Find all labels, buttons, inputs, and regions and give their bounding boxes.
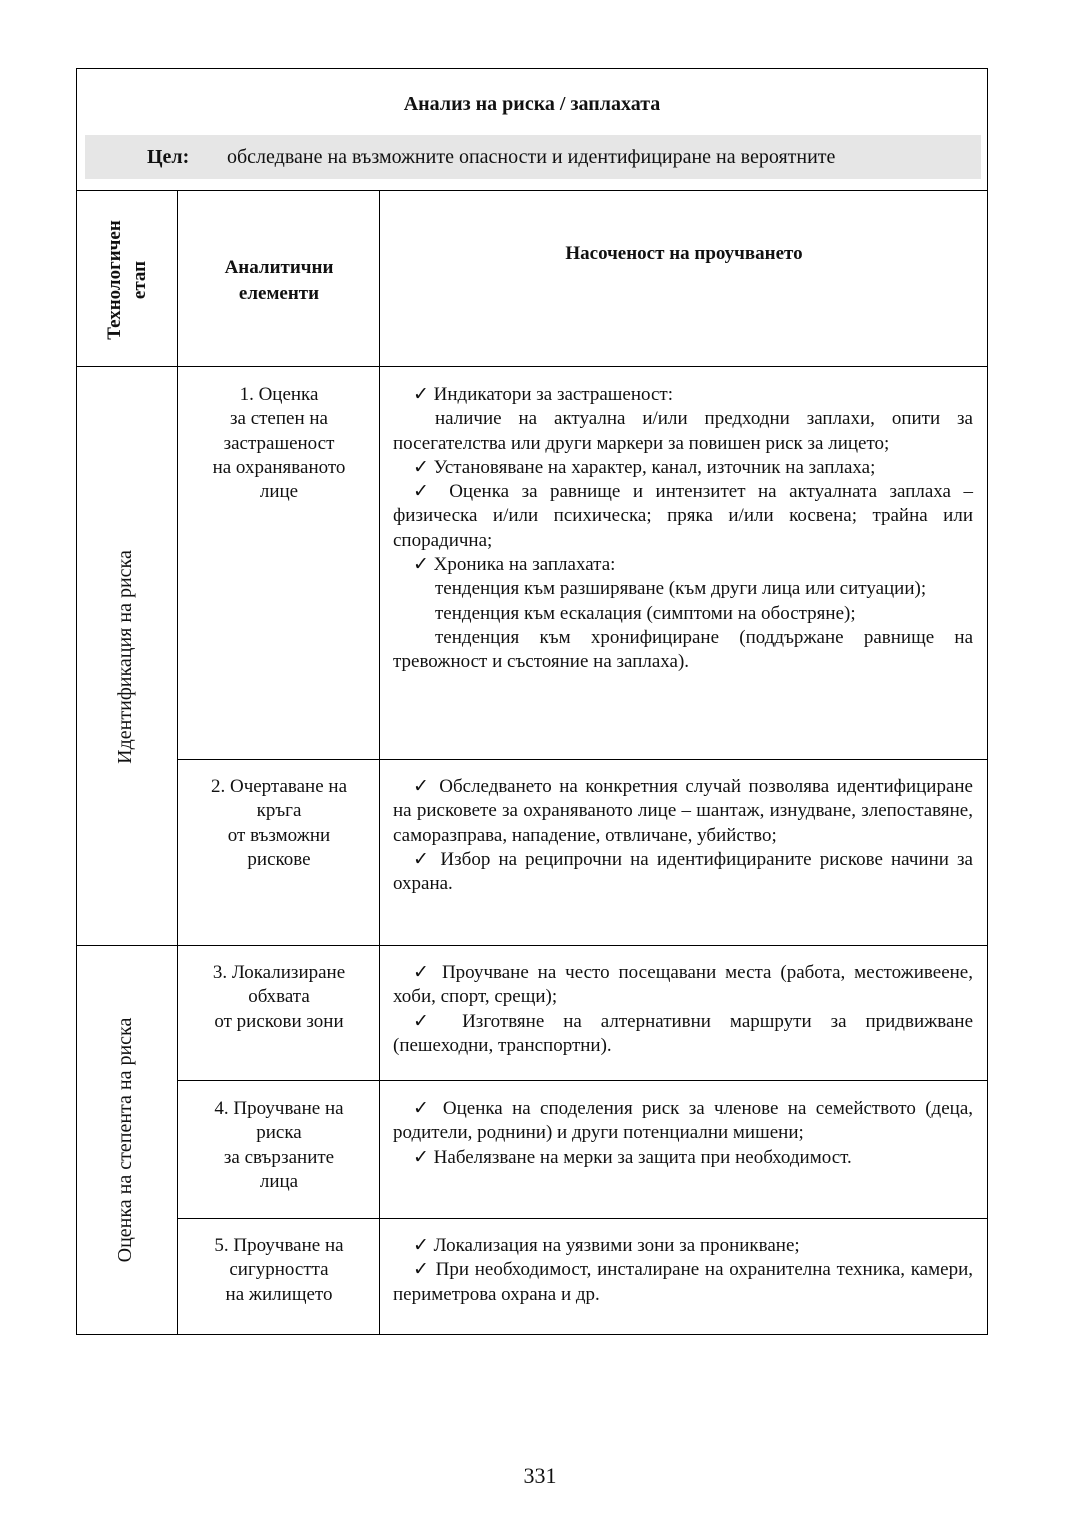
element-1: 1. Оценка за степен на застрашеност на охраняваното лице [212, 384, 346, 503]
element-5: 5. Проучване на сигурността на жилището [214, 1235, 344, 1305]
row3-bottom-rule [177, 1080, 987, 1081]
focus-3 [393, 961, 973, 1058]
goal-label: Цел: [147, 146, 190, 168]
focus-4 [393, 1097, 973, 1170]
table-title: Анализ на риска / заплахата [403, 93, 661, 115]
focus-item: ✓ Оценка на споделения риск за членове на семейството (деца, родители, роднини) и други потенциални мишени; [393, 1098, 973, 1144]
focus-item: ✓ Обследването на конкретния случай позволява идентифициране на рисковете за охраняваното лице – шантаж, изнудване, злепоставяне, саморазправа, нападение, отвличане, убийство; [393, 776, 973, 846]
focus-item: ✓ Избор на реципрочни на идентифицираните рискове начини за охрана. [393, 848, 973, 895]
focus-item: ✓ Хроника на заплахата: [413, 554, 616, 576]
focus-item: тенденция към ескалация (симптоми на обостряне); [435, 602, 856, 624]
focus-item: ✓ Набелязване на мерки за защита при необходимост. [413, 1146, 852, 1168]
page-number: 331 [523, 1463, 557, 1488]
header-top-rule [77, 190, 987, 191]
risk-analysis-table [76, 68, 988, 1335]
focus-5 [393, 1234, 973, 1307]
focus-item: ✓ Локализация на уязвими зони за проникване; [413, 1235, 800, 1256]
focus-item: тенденция към разширяване (към други лица или ситуации); [435, 578, 927, 600]
goal-text: обследване на възможните опасности и идентифициране на вероятните [227, 146, 836, 168]
row4-bottom-rule [177, 1218, 987, 1219]
focus-header: Насоченост на проучването [565, 243, 803, 264]
focus-2 [393, 775, 973, 896]
focus-item: наличие на актуална и/или предходни заплахи, опити за посегателства или други маркери за повишен риск за лицето; [393, 408, 973, 454]
focus-item: тенденция към хронифициране (поддържане равнище на тревожност и състояние на заплаха). [393, 626, 973, 673]
focus-item: ✓ Оценка за равнище и интензитет на актуалната заплаха – физическа и/или психическа; пряка и/или косвена; трайна или спорадична; [393, 481, 973, 551]
focus-item: ✓ Изготвяне на алтернативни маршрути за придвижване (пешеходни, транспортни). [393, 1010, 973, 1056]
element-3: 3. Локализиране обхвата от рискови зони [212, 962, 346, 1032]
focus-1 [393, 383, 973, 675]
stage-identification: Идентификация на риска [114, 550, 136, 764]
stage-assessment: Оценка на степента на риска [114, 1017, 136, 1263]
focus-item: ✓ При необходимост, инсталиране на охранителна техника, камери, периметрова охрана и др. [393, 1259, 973, 1305]
col2-rule [379, 190, 380, 1334]
focus-item: ✓ Установяване на характер, канал, източник на заплаха; [413, 456, 876, 478]
col1-rule [177, 190, 178, 1334]
stage-header: Технологичен етап [104, 220, 150, 340]
row1-bottom-rule [177, 759, 987, 760]
elements-header: Аналитични елементи [224, 257, 334, 304]
focus-item: ✓ Проучване на често посещавани места (работа, местоживеене, хоби, спорт, срещи); [393, 962, 973, 1008]
header-bottom-rule [77, 366, 987, 367]
element-4: 4. Проучване на риска за свързаните лица [214, 1098, 344, 1192]
stage-divider-rule [77, 945, 987, 946]
focus-item: ✓ Индикатори за застрашеност: [413, 384, 673, 405]
element-2: 2. Очертаване на кръга от възможни рискове [210, 776, 348, 870]
goal-band [85, 135, 981, 179]
